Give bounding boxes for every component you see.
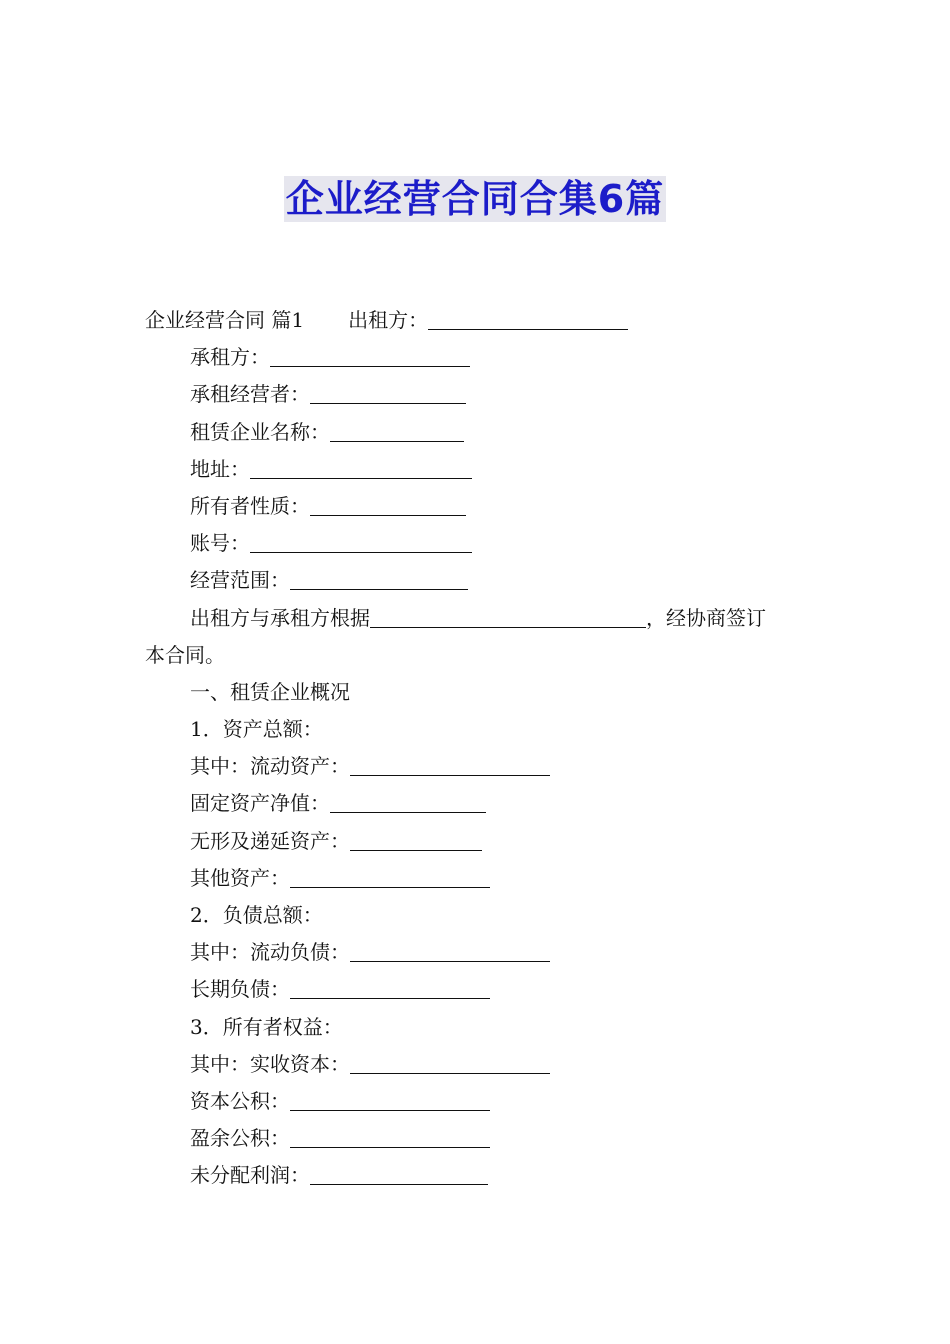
field-label: 其中：流动资产： — [190, 754, 350, 779]
field-label: 承租经营者： — [190, 382, 310, 407]
liabilities-heading — [145, 897, 810, 934]
account-line — [145, 525, 810, 562]
current-assets-blank[interactable] — [350, 753, 550, 776]
paid-in-capital-blank[interactable] — [350, 1051, 550, 1074]
document-title: 企业经营合同合集6篇 — [285, 177, 665, 221]
lessee-operator-line — [145, 376, 810, 413]
lessee-line — [145, 339, 810, 376]
agreement-prefix: 出租方与承租方根据 — [190, 605, 370, 630]
account-blank[interactable] — [250, 530, 472, 553]
title-container — [0, 176, 950, 222]
field-label: 账号： — [190, 531, 250, 556]
enterprise-name-blank[interactable] — [330, 419, 464, 442]
field-label: 地址： — [190, 456, 250, 481]
lessor-blank[interactable] — [428, 307, 628, 330]
subsection-heading: 3．所有者权益： — [190, 1014, 343, 1039]
intangible-assets-blank[interactable] — [350, 828, 482, 851]
field-label: 资本公积： — [190, 1088, 290, 1113]
field-label: 其中：实收资本： — [190, 1051, 350, 1076]
ownership-blank[interactable] — [310, 493, 466, 516]
field-label: 承租方： — [190, 345, 270, 370]
business-scope-line — [145, 562, 810, 599]
lessee-blank[interactable] — [270, 344, 470, 367]
capital-reserve-blank[interactable] — [290, 1088, 490, 1111]
intangible-assets-line — [145, 823, 810, 860]
undistributed-profit-blank[interactable] — [310, 1162, 488, 1185]
business-scope-blank[interactable] — [290, 567, 468, 590]
field-label: 其他资产： — [190, 865, 290, 890]
subsection-heading: 1．资产总额： — [190, 717, 323, 742]
current-assets-line — [145, 748, 810, 785]
field-label: 固定资产净值： — [190, 791, 330, 816]
agreement-line — [145, 600, 810, 637]
other-assets-line — [145, 860, 810, 897]
field-label: 无形及递延资产： — [190, 828, 350, 853]
section-one-heading — [145, 674, 810, 711]
long-term-liabilities-line — [145, 971, 810, 1008]
current-liabilities-blank[interactable] — [350, 939, 550, 962]
current-liabilities-line — [145, 934, 810, 971]
address-line — [145, 451, 810, 488]
field-label: 长期负债： — [190, 977, 290, 1002]
contract-body — [145, 302, 810, 1195]
assets-heading — [145, 711, 810, 748]
enterprise-name-line — [145, 414, 810, 451]
capital-reserve-line — [145, 1083, 810, 1120]
agreement-continuation-line — [145, 637, 810, 674]
field-label: 盈余公积： — [190, 1126, 290, 1151]
field-label: 所有者性质： — [190, 493, 310, 518]
other-assets-blank[interactable] — [290, 865, 490, 888]
agreement-suffix: ，经协商签订 — [646, 605, 766, 630]
fixed-assets-blank[interactable] — [330, 790, 486, 813]
field-label: 经营范围： — [190, 568, 290, 593]
surplus-reserve-line — [145, 1120, 810, 1157]
field-label: 其中：流动负债： — [190, 940, 350, 965]
surplus-reserve-blank[interactable] — [290, 1125, 490, 1148]
field-label: 租赁企业名称： — [190, 419, 330, 444]
subsection-heading: 2．负债总额： — [190, 903, 323, 927]
long-term-liabilities-blank[interactable] — [290, 976, 490, 999]
field-label: 未分配利润： — [190, 1163, 310, 1188]
section-heading: 一、租赁企业概况 — [190, 679, 350, 704]
address-blank[interactable] — [250, 456, 472, 479]
lessee-operator-blank[interactable] — [310, 381, 466, 404]
agreement-continuation: 本合同。 — [145, 642, 225, 667]
agreement-basis-blank[interactable] — [370, 605, 646, 628]
ownership-line — [145, 488, 810, 525]
intro-line — [145, 302, 810, 339]
equity-heading — [145, 1009, 810, 1046]
fixed-assets-line — [145, 785, 810, 822]
paid-in-capital-line — [145, 1046, 810, 1083]
section-label: 企业经营合同 篇1 — [145, 308, 305, 332]
undistributed-profit-line — [145, 1157, 810, 1194]
lessor-label: 出租方： — [348, 308, 429, 332]
